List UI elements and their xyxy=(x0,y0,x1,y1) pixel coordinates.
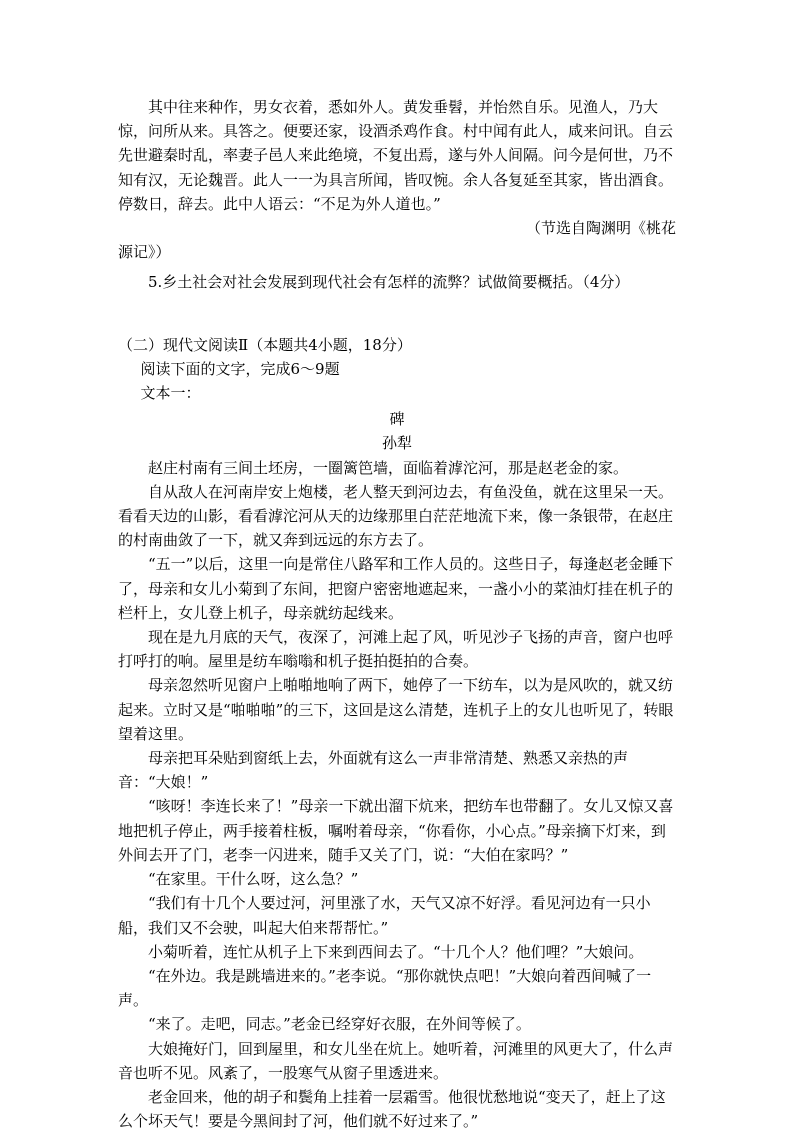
story-paragraph: “在家里。干什么呀，这么急？” xyxy=(148,870,359,889)
story-paragraph: “我们有十几个人要过河，河里涨了水，天气又凉不好浮。看见河边有一只小船，我们又不会驶，叫起大伯来帮帮忙。” xyxy=(118,894,651,937)
story-author: 孙犁 xyxy=(381,434,412,453)
section-heading: （二）现代文阅读Ⅱ（本题共4小题，18分） xyxy=(118,335,412,354)
story-paragraph: 老金回来，他的胡子和鬓角上挂着一层霜雪。他很忧愁地说“变天了，赶上了这么个坏天气！要是今黑间封了河，他们就不好过来了。” xyxy=(118,1087,666,1131)
story-paragraph: “在外边。我是跳墙进来的。”老李说。“那你就快点吧！”大娘向着西间喊了一声。 xyxy=(118,966,652,1010)
source-citation-continued: 源记》） xyxy=(118,243,171,262)
source-citation: （节选自陶渊明《桃花 xyxy=(525,219,676,238)
story-title: 碑 xyxy=(389,410,405,429)
reading-instruction: 阅读下面的文字，完成6～9题 xyxy=(140,359,340,378)
story-paragraph: 自从敌人在河南岸安上炮楼，老人整天到河边去，有鱼没鱼，就在这里呆一天。看看天边的山影，看看滹沱河从天的边缘那里白茫茫地流下来，像一条银带，在赵庄的村南曲敛了一下，就又奔到远远的东方去了。 xyxy=(118,482,674,550)
story-paragraph: “来了。走吧，同志。”老金已经穿好衣服，在外间等候了。 xyxy=(148,1015,531,1034)
story-paragraph: 母亲忽然听见窗户上啪啪地响了两下，她停了一下纺车，以为是风吹的，就又纺起来。立时又是“啪啪啪”的三下，这回是这么清楚，连机子上的女儿也听见了，转眼望着这里。 xyxy=(118,676,674,743)
story-paragraph: 赵庄村南有三间土坯房，一圈篱笆墙，面临着滹沱河，那是赵老金的家。 xyxy=(148,458,629,477)
story-paragraph: 小菊听着，连忙从机子上下来到西间去了。“十几个人？他们哩？”大娘问。 xyxy=(148,942,644,961)
story-paragraph: 大娘掩好门，回到屋里，和女儿坐在炕上。她听着，河滩里的风更大了，什么声音也听不见。风紊了，一股寒气从窗子里透进来。 xyxy=(118,1039,674,1082)
story-paragraph: “咳呀！李连长来了！”母亲一下就出溜下炕来，把纺车也带翻了。女儿又惊又喜地把机子停止，两手接着柱板，嘱咐着母亲，“你看你，小心点。”母亲摘下灯来，到外间去开了门，老李一闪进来，随手又关了门，说：“大伯在家吗？” xyxy=(118,797,674,864)
document-page xyxy=(118,95,676,1133)
story-paragraph: 母亲把耳朵贴到窗纸上去，外面就有这么一声非常清楚、熟悉又亲热的声音：“大娘！” xyxy=(118,749,629,792)
story-paragraph: “五一”以后，这里一向是常住八路军和工作人员的。这些日子，每逢赵老金睡下了，母亲和女儿小菊到了东间，把窗户密密地遮起来，一盏小小的菜油灯挂在机子的栏杆上，女儿登上机子，母亲就纺起线来。 xyxy=(118,555,674,622)
text-label: 文本一： xyxy=(140,384,201,403)
question-5: 5.乡土社会对社会发展到现代社会有怎样的流弊？试做简要概括。（4分） xyxy=(148,273,630,292)
passage-paragraph: 其中往来种作，男女衣着，悉如外人。黄发垂髫，并怡然自乐。见渔人，乃大惊，问所从来。具答之。便要还家，设酒杀鸡作食。村中闻有此人，咸来问讯。自云先世避秦时乱，率妻子邑人来此绝境，不复出焉，遂与外人间隔。问今是何世，乃不知有汉，无论魏晋。此人一一为具言所闻，皆叹惋。余人各复延至其家，皆出酒食。停数日，辞去。此中人语云：“不足为外人道也。” xyxy=(118,98,674,213)
story-paragraph: 现在是九月底的天气，夜深了，河滩上起了风，听见沙子飞扬的声音，窗户也呼打呼打的响。屋里是纺车嗡嗡和机子挺拍挺拍的合奏。 xyxy=(118,628,674,671)
